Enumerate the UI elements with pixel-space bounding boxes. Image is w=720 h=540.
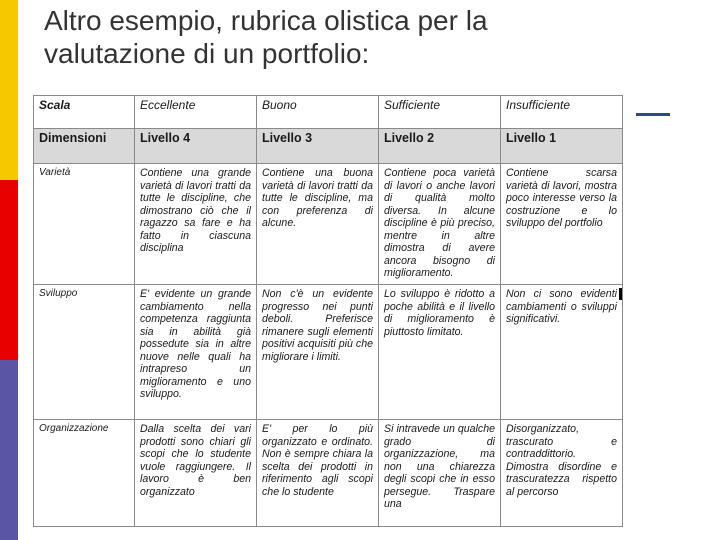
level-cell-4: Livello 4 [135, 129, 257, 164]
table-cell: Disorganizzato, trascurato e contraddittorio. Dimostra disordine e trascuratezza rispetto al percorso [501, 420, 623, 527]
scale-cell-insufficient: Insufficiente [501, 96, 623, 129]
level-cell-1: Livello 1 [501, 129, 623, 164]
accent-stripe-red [0, 180, 18, 360]
scale-cell-sufficient: Sufficiente [379, 96, 501, 129]
table-cell: Contiene scarsa varietà di lavori, mostra poco interesse verso la costruzione e lo sviluppo del portfolio [501, 164, 623, 285]
decorative-dash [636, 113, 670, 116]
dimension-label: Organizzazione [34, 420, 135, 527]
table-cell: E' evidente un grande cambiamento nella competenza raggiunta sia in abilità già possedute sia in altre nuove nelle quali ha intrapreso un miglioramento e uno sviluppo. [135, 285, 257, 420]
table-cell: Si intravede un qualche grado di organizzazione, ma non una chiarezza degli scopi che in esso persegue. Traspare una [379, 420, 501, 527]
accent-stripe-purple [0, 360, 18, 540]
level-cell-2: Livello 2 [379, 129, 501, 164]
table-cell: Non ci sono evidenti cambiamenti o sviluppi significativi. [501, 285, 623, 420]
table-cell: E' per lo più organizzato e ordinato. Non è sempre chiara la scelta dei prodotti in riferimento agli scopi che lo studente [257, 420, 379, 527]
table-row [34, 420, 623, 527]
dimension-label: Sviluppo [34, 285, 135, 420]
dimension-header-cell: Dimensioni [34, 129, 135, 164]
rubric-table-image [33, 95, 622, 510]
table-row [34, 285, 623, 420]
slide-title-line-2: valutazione di un portfolio: [44, 38, 370, 69]
level-row [34, 129, 623, 164]
level-cell-3: Livello 3 [257, 129, 379, 164]
slide-title-line-1: Altro esempio, rubrica olistica per la [44, 5, 488, 36]
scale-header-cell: Scala [34, 96, 135, 129]
table-cell: Lo sviluppo è ridotto a poche abilità e il livello di miglioramento è piuttosto limitato. [379, 285, 501, 420]
rubric-table [33, 95, 623, 527]
scale-row [34, 96, 623, 129]
slide-title [44, 4, 684, 70]
table-cell: Non c'è un evidente progresso nei punti deboli. Preferisce rimanere sugli elementi positivi acquisiti più che migliorare i limiti. [257, 285, 379, 420]
scale-cell-good: Buono [257, 96, 379, 129]
dimension-label: Varietà [34, 164, 135, 285]
table-cell: Dalla scelta dei vari prodotti sono chiari gli scopi che lo studente vuole raggiungere. Il lavoro è ben organizzato [135, 420, 257, 527]
scale-cell-excellent: Eccellente [135, 96, 257, 129]
table-row [34, 164, 623, 285]
table-cell: Contiene poca varietà di lavori o anche lavori di qualità molto diversa. In alcune discipline è più preciso, mentre in altre dimostra di avere ancora bisogno di miglioramento. [379, 164, 501, 285]
accent-stripe-yellow [0, 0, 18, 180]
table-cell: Contiene una buona varietà di lavori tratti da tutte le discipline, ma con preferenza di alcune. [257, 164, 379, 285]
table-cell: Contiene una grande varietà di lavori tratti da tutte le discipline, che dimostrano ciò che il ragazzo sa fare e ha fatto in ciascuna disciplina [135, 164, 257, 285]
